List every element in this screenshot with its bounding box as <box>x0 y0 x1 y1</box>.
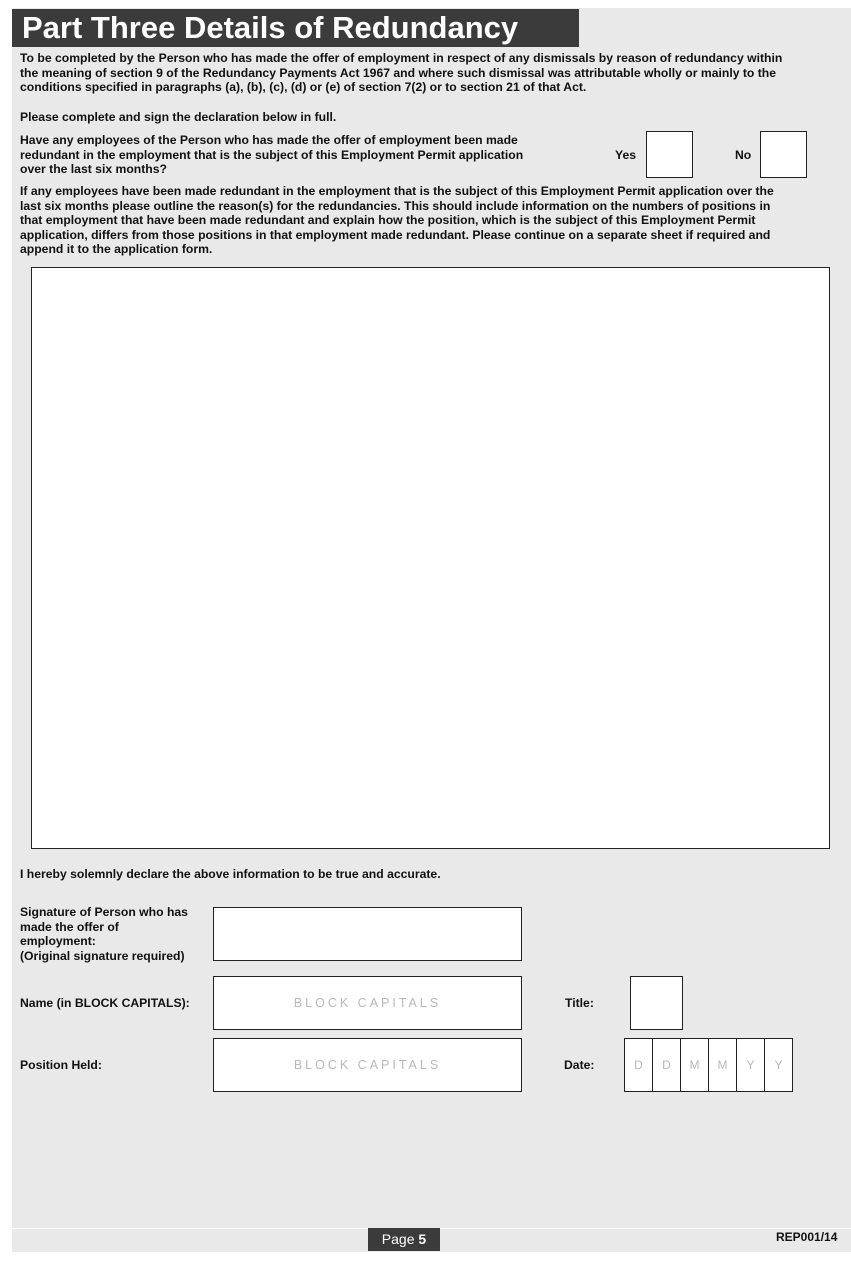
position-input[interactable] <box>213 1038 522 1092</box>
declaration-text: I hereby solemnly declare the above information to be true and accurate. <box>20 867 441 881</box>
yes-checkbox[interactable] <box>646 131 693 178</box>
yes-label: Yes <box>615 148 637 162</box>
date-day-1[interactable]: D <box>624 1038 653 1092</box>
page-number-badge <box>368 1228 440 1251</box>
date-day-2[interactable]: D <box>652 1038 681 1092</box>
date-year-1[interactable]: Y <box>736 1038 765 1092</box>
title-label: Title: <box>565 996 594 1010</box>
no-checkbox[interactable] <box>760 131 807 178</box>
instruction-text: Please complete and sign the declaration below in full. <box>20 110 337 124</box>
no-label: No <box>735 148 752 162</box>
date-month-2[interactable]: M <box>708 1038 737 1092</box>
name-label: Name (in BLOCK CAPITALS): <box>20 996 190 1010</box>
intro-text: To be completed by the Person who has made the offer of employment in respect of any dismissals by reason of redundancy within the meaning of section 9 of the Redundancy Payments Act 1967 and where such dismissal was attributable wholly or mainly to the conditions specified in paragraphs (a), (b), (c), (d) or (e) of section 7(2) or to section 21 of that Act. <box>20 51 783 94</box>
date-input-group <box>624 1038 793 1092</box>
position-label: Position Held: <box>20 1058 102 1072</box>
signature-field[interactable] <box>213 907 522 961</box>
page-number: 5 <box>418 1231 427 1247</box>
explanation-instructions: If any employees have been made redundant in the employment that is the subject of this Employment Permit application over the last six months please outline the reason(s) for the redundancies. This should include information on the numbers of positions in that employment that have been made redundant and explain how the position, which is the subject of this Employment Permit application, differs from those positions in that employment made redundant. Please continue on a separate sheet if required and append it to the application form. <box>20 184 774 256</box>
title-input[interactable] <box>630 976 683 1030</box>
redundancy-details-textarea[interactable] <box>31 267 830 849</box>
form-code: REP001/14 <box>776 1230 838 1244</box>
name-input[interactable] <box>213 976 522 1030</box>
section-title: Part Three Details of Redundancy <box>12 9 579 47</box>
page-label: Page <box>381 1231 415 1247</box>
date-month-1[interactable]: M <box>680 1038 709 1092</box>
name-placeholder: BLOCK CAPITALS <box>293 996 442 1010</box>
date-year-2[interactable]: Y <box>764 1038 793 1092</box>
date-label: Date: <box>564 1058 595 1072</box>
redundancy-question: Have any employees of the Person who has made the offer of employment been made redundant in the employment that is the subject of this Employment Permit application over the last six months? <box>20 133 524 176</box>
position-placeholder: BLOCK CAPITALS <box>293 1058 442 1072</box>
signature-label: Signature of Person who has made the offer of employment: (Original signature required) <box>20 905 188 963</box>
